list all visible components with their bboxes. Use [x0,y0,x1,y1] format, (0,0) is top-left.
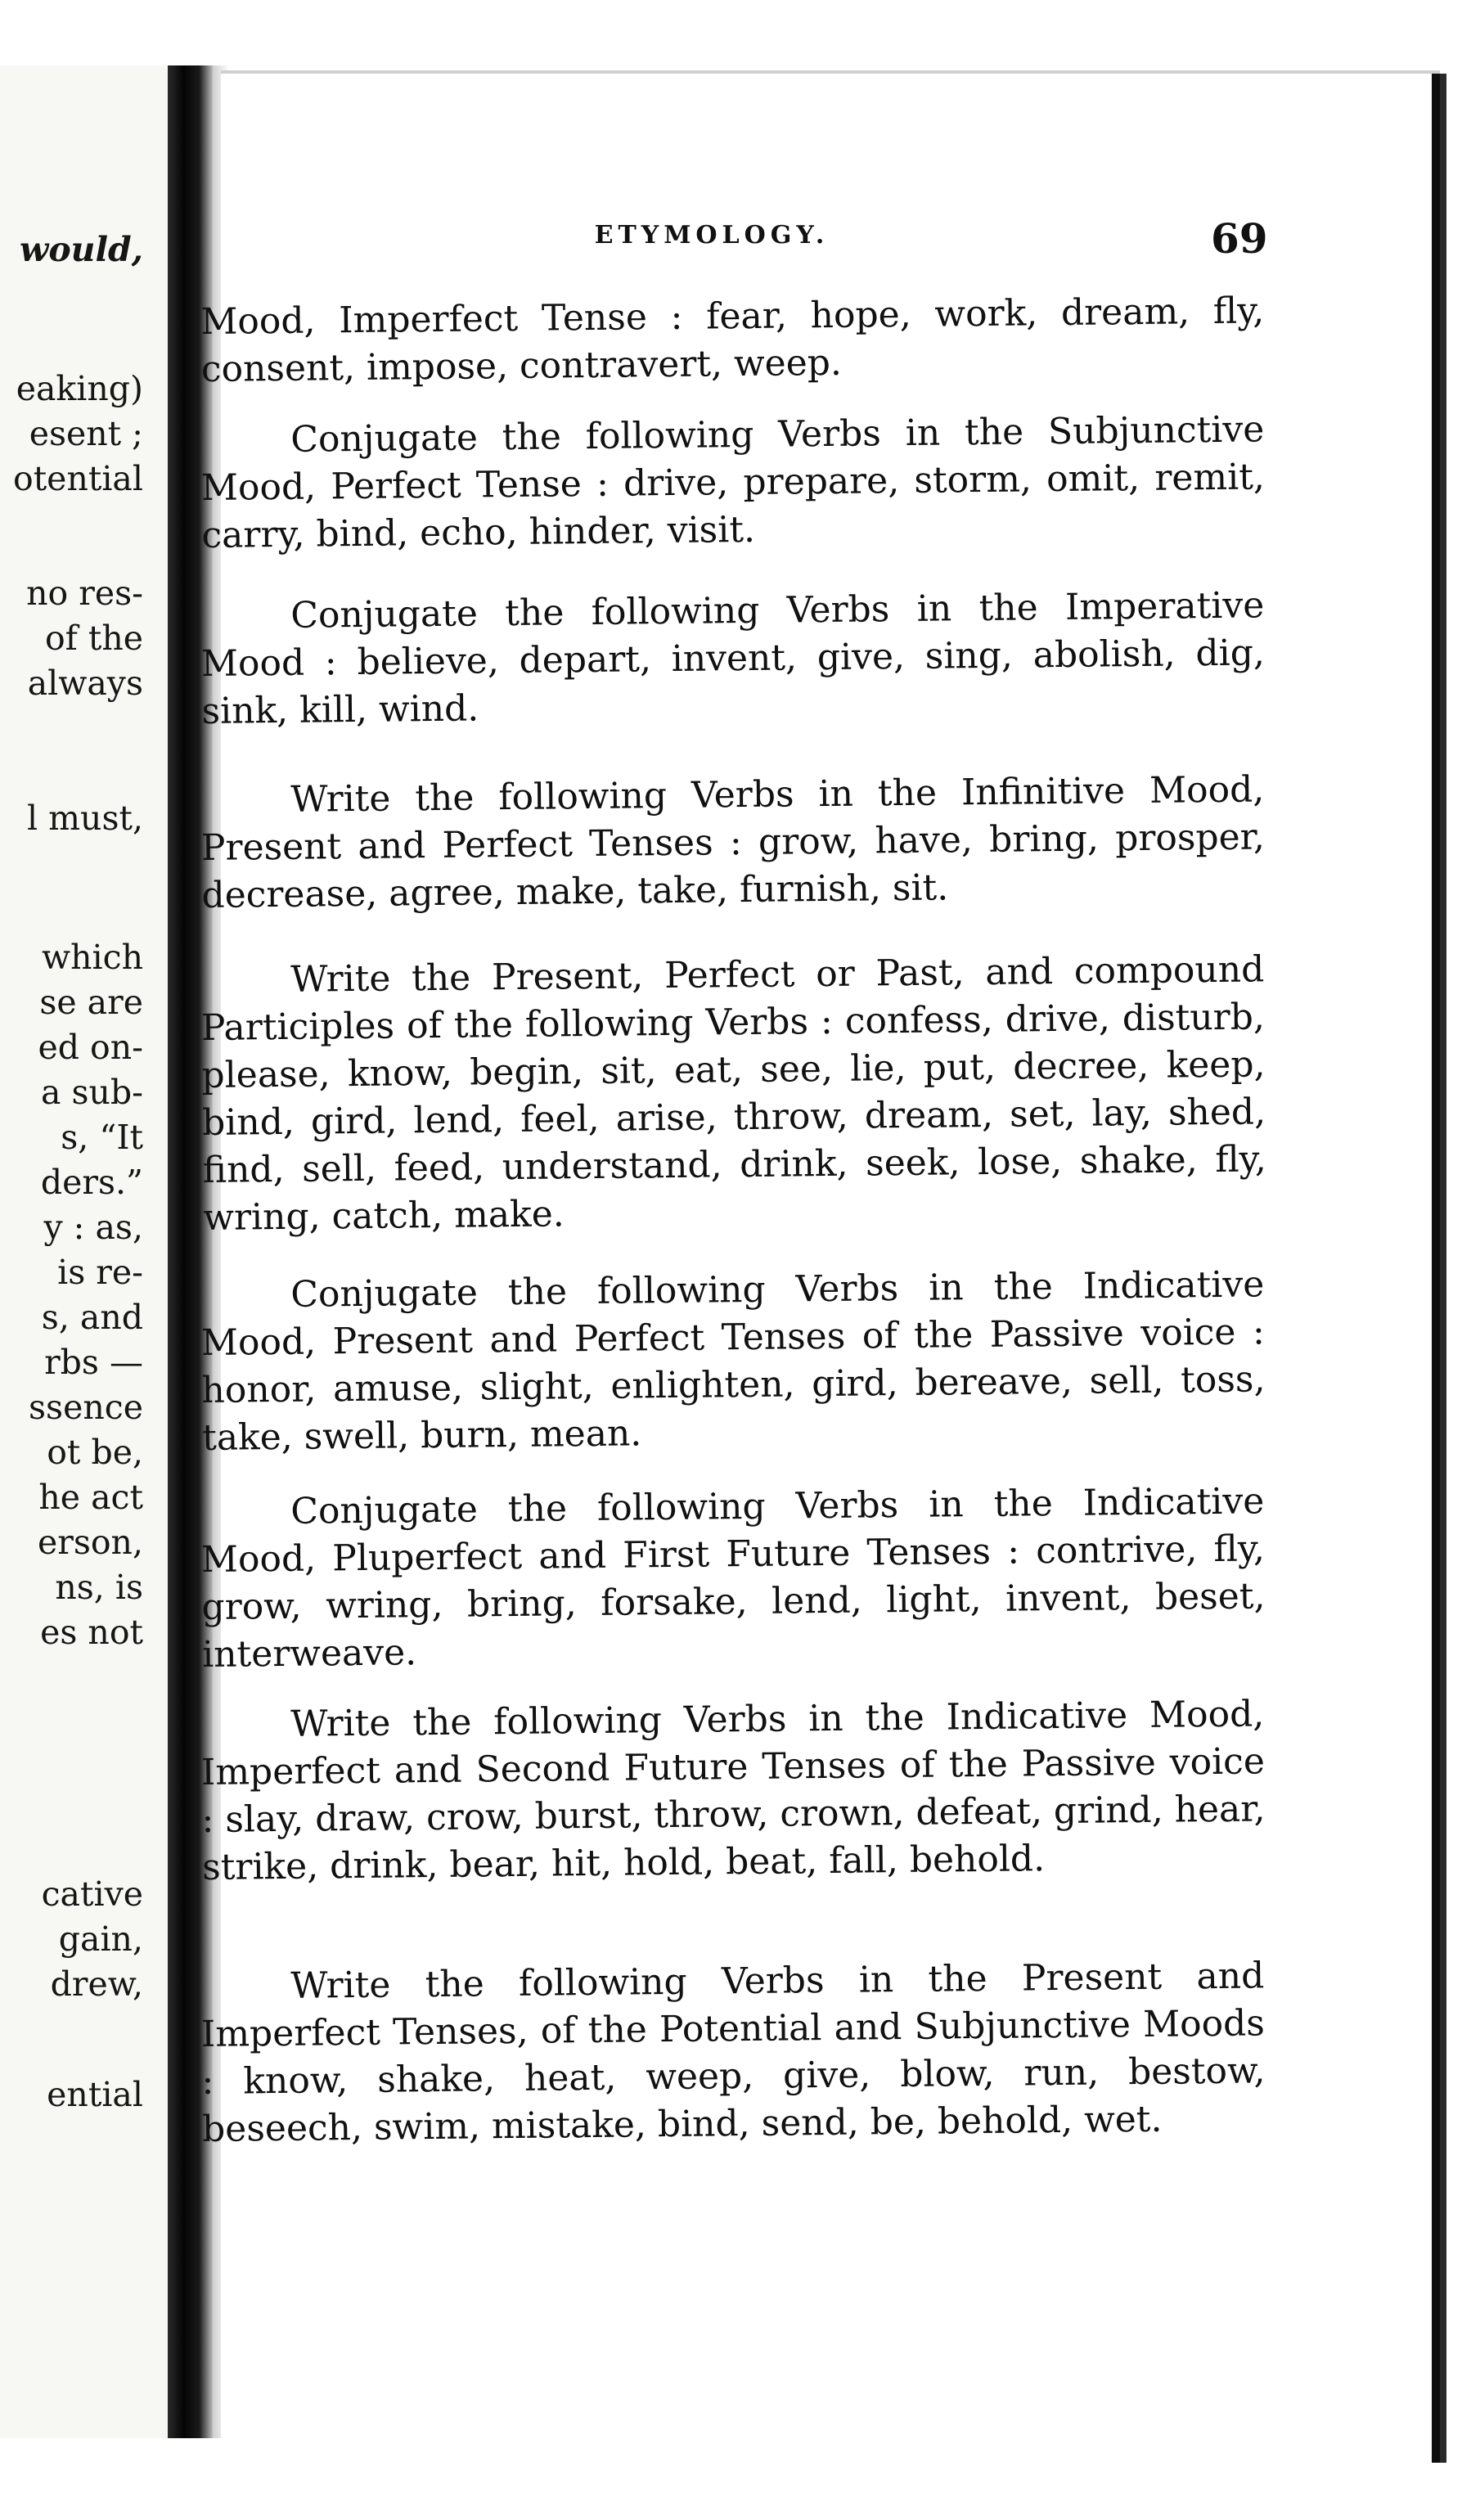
paragraph-6: Conjugate the following Verbs in the Indicative Mood, Present and Perfect Tenses of the Passive voice : honor, amuse, slight, enlighten, gird, bereave, sell, toss, take, swell, burn, mean. [200,1263,1266,1459]
left-page-fragment: would, [20,230,143,269]
left-page-fragment: ential [47,2075,143,2114]
left-page-fragment: eaking) [16,369,143,408]
paragraph-2: Conjugate the following Verbs in the Subjunctive Mood, Perfect Tense : drive, prepare, storm, omit, remit, carry, bind, echo, hinder, visit. [200,408,1266,556]
left-page-fragment: se are [39,983,143,1022]
running-head: ETYMOLOGY. [594,221,830,250]
page-number: 69 [1211,214,1268,263]
paragraph-9: Write the following Verbs in the Present and Imperfect Tenses, of the Potential and Subjunctive Moods : know, shake, heat, weep, give, blow, run, bestow, beseech, swim, mistake, bind, send, be, behold, wet. [200,1955,1266,2150]
paragraph-4: Write the following Verbs in the Infinitive Mood, Present and Perfect Tenses : grow, have, bring, prosper, decrease, agree, make, take, furnish, sit. [200,768,1266,916]
paragraph-5: Write the Present, Perfect or Past, and compound Participles of the following Verbs : confess, drive, disturb, please, know, begin, sit, eat, see, lie, put, decree, keep, bind, gird, lend, feel, arise, throw, dream, set, lay, shed, find, sell, feed, understand, drink, seek, lose, shake, fly, wring, catch, make. [200,948,1266,1239]
left-page-fragment: he act [38,1478,143,1517]
left-page-fragment: ot be, [47,1433,143,1472]
paragraph-7: Conjugate the following Verbs in the Indicative Mood, Pluperfect and First Future Tenses : contrive, fly, grow, wring, bring, forsake, lend, light, invent, beset, interweave. [200,1480,1266,1676]
left-page-fragment: rbs — [44,1343,143,1382]
left-page-fragment: es not [40,1613,143,1652]
left-page-fragment: cative [41,1874,143,1914]
left-page-fragment: of the [44,619,143,658]
left-page-fragment: esent ; [29,414,143,453]
left-page-fragment: is re- [57,1253,143,1292]
left-page-fragment: drew, [50,1964,143,2004]
left-page-fragment: gain, [58,1919,143,1959]
paragraph-3: Conjugate the following Verbs in the Imperative Mood : believe, depart, invent, give, sing, abolish, dig, sink, kill, wind. [200,584,1266,732]
left-page-fragment: which [42,938,143,977]
left-page-fragment: erson, [37,1523,143,1562]
left-page-fragment: a sub- [40,1073,143,1112]
left-page-fragment: y : as, [43,1208,143,1247]
left-page-fragment: otential [13,459,143,498]
paragraph-8: Write the following Verbs in the Indicative Mood, Imperfect and Second Future Tenses of the Passive voice : slay, draw, crow, burst, throw, crown, defeat, grind, hear, strike, drink, bear, hit, hold, beat, fall, behold. [200,1693,1266,1888]
left-page-fragment: ders.” [40,1163,143,1202]
left-page-fragment: ssence [29,1388,143,1427]
left-page-fragment: s, “It [61,1118,143,1157]
left-page-fragment: ns, is [55,1568,143,1607]
left-page-fragment: s, and [41,1298,143,1337]
left-page-fragment: l must, [27,799,143,838]
paragraph-1: Mood, Imperfect Tense : fear, hope, work, dream, fly, consent, impose, contravert, weep. [200,290,1265,390]
left-page-fragment: no res- [26,574,143,613]
left-page-fragment: ed on- [38,1028,143,1067]
left-page-fragment: always [27,664,143,703]
